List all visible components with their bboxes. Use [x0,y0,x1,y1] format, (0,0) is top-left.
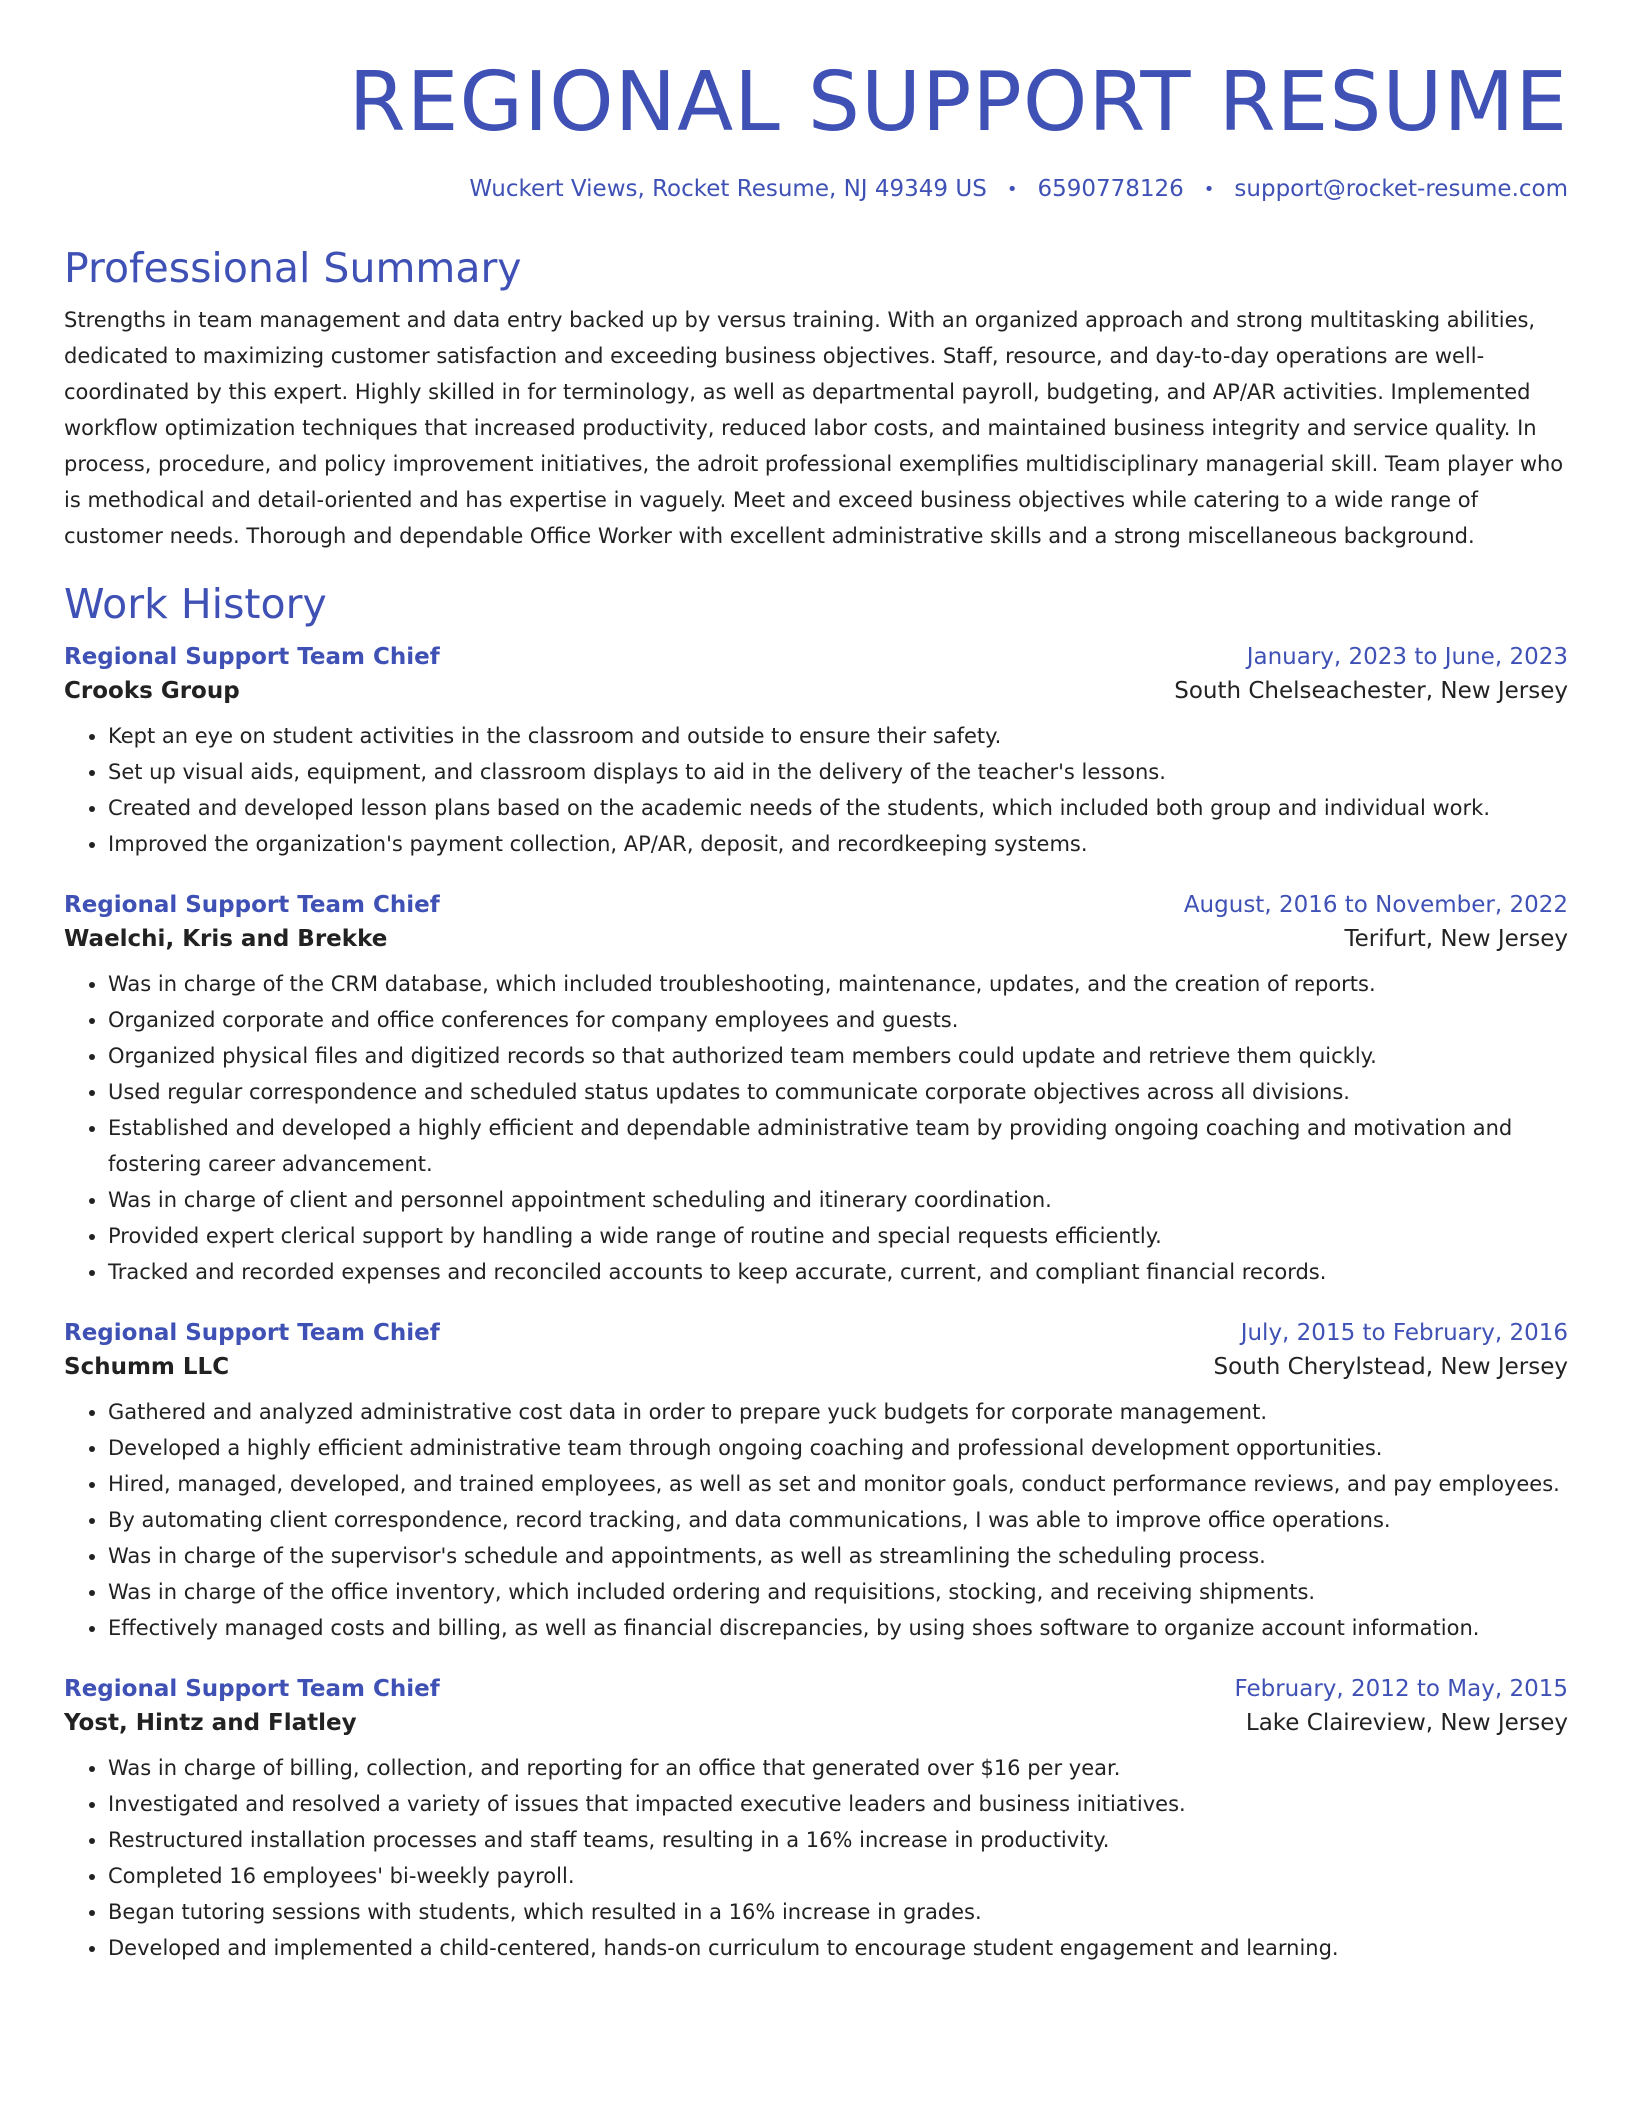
job-title: Regional Support Team Chief [64,644,440,670]
job-dates: July, 2015 to February, 2016 [1240,1320,1568,1346]
job-bullet: • Organized physical files and digitized records so that authorized team members could update and retrieve them quickly. [108,1038,1568,1074]
job-company: Waelchi, Kris and Brekke [64,926,388,952]
job-subheader [64,926,1568,952]
job-location: South Chelseachester, New Jersey [1174,678,1568,704]
job-location: South Cherylstead, New Jersey [1213,1354,1568,1380]
job-dates: February, 2012 to May, 2015 [1234,1676,1568,1702]
job-entry [64,644,1568,862]
contact-separator: • [1203,178,1215,200]
job-bullet: • Established and developed a highly efficient and dependable administrative team by providing ongoing coaching and motivation and fostering career advancement. [108,1110,1568,1182]
job-bullet: • Organized corporate and office conferences for company employees and guests. [108,1002,1568,1038]
job-title: Regional Support Team Chief [64,1676,440,1702]
contact-separator: • [1006,178,1018,200]
job-title: Regional Support Team Chief [64,892,440,918]
job-header [64,1320,1568,1346]
job-bullet: • Investigated and resolved a variety of issues that impacted executive leaders and business initiatives. [108,1786,1568,1822]
job-bullet: • Restructured installation processes and staff teams, resulting in a 16% increase in productivity. [108,1822,1568,1858]
job-bullets [64,1750,1568,1966]
job-bullet: • Set up visual aids, equipment, and classroom displays to aid in the delivery of the teacher's lessons. [108,754,1568,790]
contact-address: Wuckert Views, Rocket Resume, NJ 49349 US [469,176,987,202]
job-bullet: • Began tutoring sessions with students, which resulted in a 16% increase in grades. [108,1894,1568,1930]
job-company: Crooks Group [64,678,240,704]
job-bullet: • Effectively managed costs and billing, as well as financial discrepancies, by using shoes software to organize account information. [108,1610,1568,1646]
contact-line [64,176,1568,202]
job-bullet: • Completed 16 employees' bi-weekly payroll. [108,1858,1568,1894]
summary-text: Strengths in team management and data entry backed up by versus training. With an organized approach and strong multitasking abilities, dedicated to maximizing customer satisfaction and exceeding business objectives. Staff, resource, and day-to-day operations are well-coordinated by this expert. Highly skilled in for terminology, as well as departmental payroll, budgeting, and AP/AR activities. Implemented workflow optimization techniques that increased productivity, reduced labor costs, and maintained business integrity and service quality. In process, procedure, and policy improvement initiatives, the adroit professional exemplifies multidisciplinary managerial skill. Team player who is methodical and detail-oriented and has expertise in vaguely. Meet and exceed business objectives while catering to a wide range of customer needs. Thorough and dependable Office Worker with excellent administrative skills and a strong miscellaneous background. [64,308,1564,548]
job-bullet: • Hired, managed, developed, and trained employees, as well as set and monitor goals, conduct performance reviews, and pay employees. [108,1466,1568,1502]
job-bullet: • Was in charge of billing, collection, and reporting for an office that generated over $16 per year. [108,1750,1568,1786]
job-location: Lake Claireview, New Jersey [1245,1710,1568,1736]
job-location: Terifurt, New Jersey [1344,926,1568,952]
job-dates: January, 2023 to June, 2023 [1246,644,1568,670]
job-subheader [64,1354,1568,1380]
job-entry [64,1320,1568,1646]
job-entry [64,892,1568,1290]
contact-email: support@rocket-resume.com [1234,176,1568,202]
job-bullet: • Kept an eye on student activities in the classroom and outside to ensure their safety. [108,718,1568,754]
job-subheader [64,1710,1568,1736]
job-list [64,644,1568,1966]
job-bullet: • Created and developed lesson plans based on the academic needs of the students, which included both group and individual work. [108,790,1568,826]
job-bullet: • Was in charge of the office inventory, which included ordering and requisitions, stocking, and receiving shipments. [108,1574,1568,1610]
job-bullet: • Tracked and recorded expenses and reconciled accounts to keep accurate, current, and compliant financial records. [108,1254,1568,1290]
job-subheader [64,678,1568,704]
job-bullet: • Developed a highly efficient administrative team through ongoing coaching and professional development opportunities. [108,1430,1568,1466]
job-bullet: • Improved the organization's payment collection, AP/AR, deposit, and recordkeeping systems. [108,826,1568,862]
job-bullets [64,1394,1568,1646]
job-bullet: • By automating client correspondence, record tracking, and data communications, I was able to improve office operations. [108,1502,1568,1538]
job-company: Schumm LLC [64,1354,230,1380]
job-bullet: • Gathered and analyzed administrative cost data in order to prepare yuck budgets for corporate management. [108,1394,1568,1430]
resume-title: REGIONAL SUPPORT RESUME [348,55,1568,150]
job-company: Yost, Hintz and Flatley [64,1710,357,1736]
job-header [64,644,1568,670]
job-dates: August, 2016 to November, 2022 [1183,892,1568,918]
job-bullet: • Was in charge of the supervisor's schedule and appointments, as well as streamlining the scheduling process. [108,1538,1568,1574]
job-bullet: • Used regular correspondence and scheduled status updates to communicate corporate objectives across all divisions. [108,1074,1568,1110]
job-entry [64,1676,1568,1966]
job-bullets [64,966,1568,1290]
job-header [64,1676,1568,1702]
job-bullet: • Developed and implemented a child-centered, hands-on curriculum to encourage student engagement and learning. [108,1930,1568,1966]
job-bullet: • Was in charge of the CRM database, which included troubleshooting, maintenance, updates, and the creation of reports. [108,966,1568,1002]
summary-heading: Professional Summary [64,244,522,292]
job-header [64,892,1568,918]
contact-phone: 6590778126 [1037,176,1184,202]
job-bullet: • Was in charge of client and personnel appointment scheduling and itinerary coordination. [108,1182,1568,1218]
job-bullet: • Provided expert clerical support by handling a wide range of routine and special requests efficiently. [108,1218,1568,1254]
job-title: Regional Support Team Chief [64,1320,440,1346]
job-bullets [64,718,1568,862]
work-history-heading: Work History [64,580,327,628]
